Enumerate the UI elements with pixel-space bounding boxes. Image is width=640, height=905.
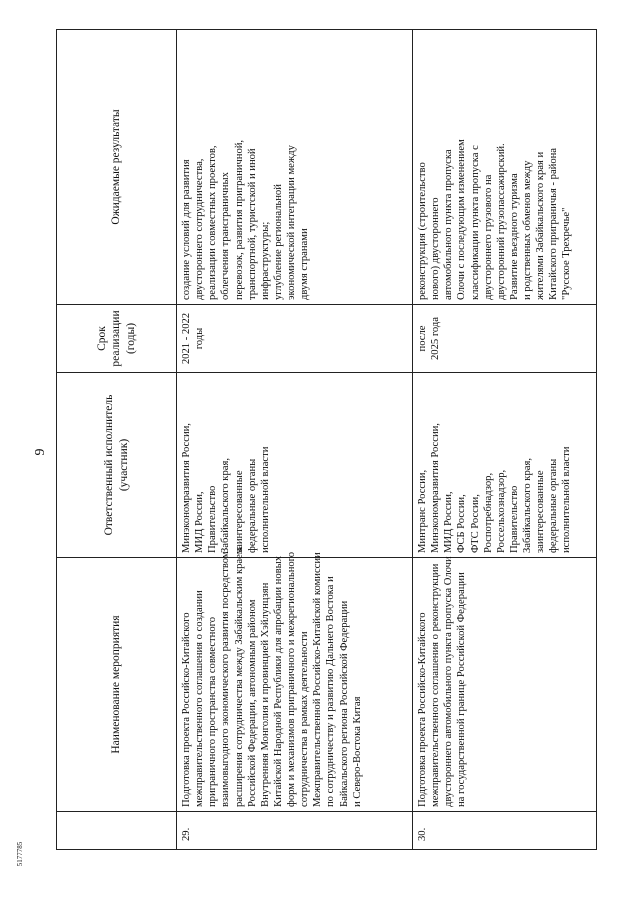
expected-results-line: создание условий для развития — [181, 159, 192, 300]
executor-line: Правительство — [508, 485, 520, 553]
expected-results-line: двустороннего сотрудничества, — [194, 158, 206, 300]
document-code: 5177785 — [16, 841, 24, 867]
executor-line: МИД России, — [194, 491, 206, 553]
expected-results-line: и родственных обменов между — [522, 160, 533, 300]
expected-results-line: реконструкция (строительство — [417, 162, 428, 300]
measure-name-line: Российской Федерации, автономным районом — [246, 599, 258, 807]
measure-name-cell — [177, 547, 413, 812]
measure-name-line: Межправительственной Российско-Китайской комиссии — [312, 552, 324, 807]
measure-name-line: Подготовка проекта Российско-Китайского — [417, 612, 428, 807]
measure-name-line: Подготовка проекта Российско-Китайского — [181, 612, 192, 807]
measure-name-line: расширения сотрудничества между Забайкальским краем — [233, 547, 245, 807]
measure-name-line: сотрудничества в рамках деятельности — [299, 631, 311, 807]
expected-results-line: углубление региональной — [272, 184, 284, 300]
measure-name-line: взаимовыгодного экономического развития посредством — [220, 551, 232, 807]
table-row — [177, 30, 413, 850]
page-number: 9 — [33, 448, 48, 456]
expected-results-line: перевозок, развития приграничной, — [233, 139, 245, 300]
measure-name-line: межправительственного соглашения о реконструкции — [430, 563, 442, 807]
table-header-row — [57, 30, 177, 850]
executor-line: Роспотребнадзор, — [482, 472, 494, 553]
row-number-cell: 29. — [177, 812, 413, 850]
term-cell — [177, 305, 413, 373]
header-number — [57, 812, 177, 850]
expected-results-line: реализации совместных проектов, — [207, 145, 219, 300]
expected-results-line: жителями Забайкальского края и — [535, 151, 547, 300]
measure-name-line: на государственной границе Российской Федерации — [456, 572, 468, 807]
measure-name-line: приграничного пространства совместного — [207, 616, 219, 807]
expected-results-cell — [413, 30, 597, 305]
executor-line: ФСБ России, — [456, 494, 468, 553]
executor-line: федеральные органы — [548, 458, 560, 553]
term-cell — [413, 305, 597, 373]
measure-name-line: по сотрудничеству и развитию Дальнего Востока и — [325, 576, 337, 807]
measure-name-line: Китайской Народной Республики для апробации новых — [272, 555, 284, 807]
expected-results-line: автомобильного пункта пропуска — [443, 149, 455, 300]
measure-name-line: двустороннего автомобильного пункта пропуска Олочи — [443, 556, 455, 807]
executor-line: Правительство — [207, 485, 219, 553]
expected-results-line: Олочи с последующим изменением — [456, 139, 468, 300]
executor-line: Минэкономразвития России, — [430, 423, 442, 553]
executor-line: Забайкальского края, — [220, 458, 232, 553]
expected-results-line: облегчения трансграничных — [220, 172, 232, 300]
expected-results-line: "Русское Трехречье" — [561, 207, 573, 300]
executor-line: заинтересованные — [233, 470, 245, 553]
measure-name-line: Внутренняя Монголия и провинцией Хэйлунцзян — [259, 582, 271, 807]
executor-line: Минтранс России, — [417, 469, 428, 553]
expected-results-line: двусторонний грузопассажирский. — [495, 143, 507, 300]
executor-line: исполнительной власти — [561, 446, 573, 553]
expected-results-line: инфраструктуры; — [259, 221, 271, 300]
executor-line: МИД России, — [443, 491, 455, 553]
measure-name-line: и Северо-Востока Китая — [351, 696, 363, 807]
header-results: Ожидаемые результаты — [57, 30, 177, 305]
executor-line: Минэкономразвития России, — [181, 423, 192, 553]
expected-results-line: Развитие въездного туризма — [508, 173, 520, 300]
expected-results-line: транспортной, туристской и иной — [246, 148, 258, 300]
expected-results-line: двумя странами — [299, 228, 311, 300]
measure-name-line: межправительственного соглашения о создании — [194, 590, 206, 807]
measure-name-line: Байкальского региона Российской Федерации — [338, 600, 350, 807]
executor-line: исполнительной власти — [259, 446, 271, 553]
table-row — [413, 30, 597, 850]
term-line: 2025 года — [430, 317, 442, 361]
measure-name-line: форм и механизмов приграничного и межрегионального — [286, 551, 297, 807]
executor-line: федеральные органы — [246, 458, 258, 553]
term-line: годы — [194, 327, 206, 350]
executor-line: заинтересованные — [535, 470, 547, 553]
header-executor: Ответственный исполнитель (участник) — [57, 373, 177, 558]
executor-line: ФТС России, — [469, 494, 481, 553]
executor-line: Забайкальского края, — [522, 458, 533, 553]
expected-results-line: Китайского приграничья - района — [548, 147, 560, 300]
term-line: 2021 - 2022 — [181, 312, 192, 365]
executor-line: Россельхознадзор, — [495, 469, 507, 553]
measure-name-cell — [413, 558, 597, 812]
measures-table — [56, 29, 597, 850]
expected-results-line: нового) двустороннего — [430, 197, 442, 300]
header-term: Срок реализации (годы) — [57, 305, 177, 373]
header-name: Наименование мероприятия — [57, 558, 177, 812]
row-number-cell: 30. — [413, 812, 597, 850]
executor-cell — [177, 373, 413, 558]
expected-results-line: экономической интеграции между — [286, 145, 297, 300]
term-line: после — [417, 325, 428, 352]
expected-results-line: классификации пункта пропуска с — [469, 145, 481, 300]
executor-cell — [413, 373, 597, 558]
rotated-table-area — [56, 30, 596, 850]
expected-results-line: двустороннего грузового на — [482, 174, 494, 300]
expected-results-cell — [177, 30, 413, 305]
